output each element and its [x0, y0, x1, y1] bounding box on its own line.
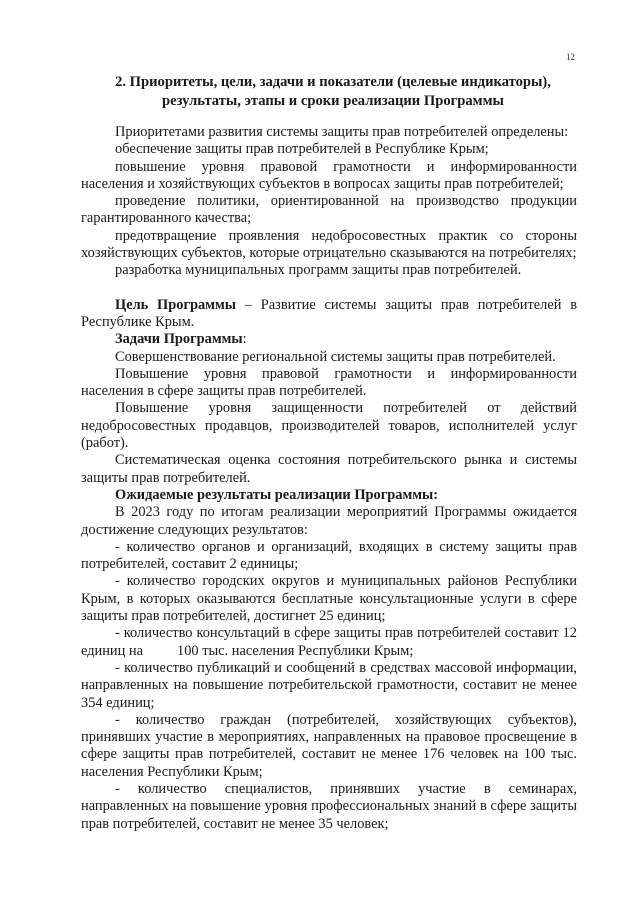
goal-text: – Развитие системы защиты прав потребителей в Республике Крым. [81, 296, 577, 330]
section-heading-line-1: 2. Приоритеты, цели, задачи и показатели (целевые индикаторы), [115, 74, 551, 90]
priority-item: предотвращение проявления недобросовестных практик со стороны хозяйствующих субъектов, которые отрицательно сказываются на потребителях; [81, 227, 577, 262]
section-heading [86, 73, 580, 111]
result-item-3-part-1: - количество консультаций в сфере защиты прав потребителей составит 12 единиц на [81, 625, 577, 659]
result-item [81, 625, 577, 660]
priorities-intro: Приоритетами развития системы защиты прав потребителей определены: [115, 124, 569, 140]
result-item-3-part-2: 100 тыс. населения Республики Крым; [177, 642, 414, 659]
priority-item: повышение уровня правовой грамотности и информированности населения и хозяйствующих субъектов в вопросах защиты прав потребителей; [81, 158, 577, 192]
results-heading: Ожидаемые результаты реализации Программы: [115, 486, 439, 503]
document-body [81, 124, 577, 833]
task-item: Систематическая оценка состояния потребительского рынка и системы защиты прав потребителей. [81, 452, 577, 486]
results-intro: В 2023 году по итогам реализации мероприятий Программы ожидается достижение следующих результатов: [81, 504, 577, 538]
result-item: - количество публикаций и сообщений в средствах массовой информации, направленных на повышение потребительской грамотности, составит не менее 354 единиц; [81, 659, 577, 711]
goal-paragraph [81, 297, 577, 332]
result-item: - количество граждан (потребителей, хозяйствующих субъектов), принявших участие в мероприятиях, направленных на правовое просвещение в сфере защиты прав потребителей, составит не менее 176 человек на 100 тыс. населения Республики Крым; [81, 711, 577, 780]
section-heading-line-2: результаты, этапы и сроки реализации Программы [162, 93, 504, 109]
task-item: Совершенствование региональной системы защиты прав потребителей. [115, 348, 556, 365]
task-item: Повышение уровня правовой грамотности и информированности населения в сфере защиты прав потребителей. [81, 365, 577, 400]
result-item: - количество специалистов, принявших участие в семинарах, направленных на повышение уровня профессиональных знаний в сфере защиты прав потребителей, составит не менее 35 человек; [81, 780, 577, 832]
result-item: - количество органов и организаций, входящих в систему защиты прав потребителей, составит 2 единицы; [81, 538, 577, 573]
tasks-heading [81, 331, 577, 348]
page-number: 12 [566, 52, 575, 62]
priority-item: разработка муниципальных программ защиты прав потребителей. [115, 262, 522, 279]
tasks-label: Задачи Программы [115, 331, 243, 348]
task-item: Повышение уровня защищенности потребителей от действий недобросовестных продавцов, производителей товаров, исполнителей услуг (работ). [81, 400, 577, 452]
priority-item: обеспечение защиты прав потребителей в Республике Крым; [115, 141, 489, 158]
result-item: - количество городских округов и муниципальных районов Республики Крым, в которых оказываются бесплатные консультационные услуги в сфере защиты прав потребителей, достигнет 25 единиц; [81, 573, 577, 625]
priority-item: проведение политики, ориентированной на производство продукции гарантированного качества; [81, 193, 577, 227]
goal-label: Цель Программы [115, 296, 237, 313]
tasks-label-suffix: : [242, 331, 247, 348]
